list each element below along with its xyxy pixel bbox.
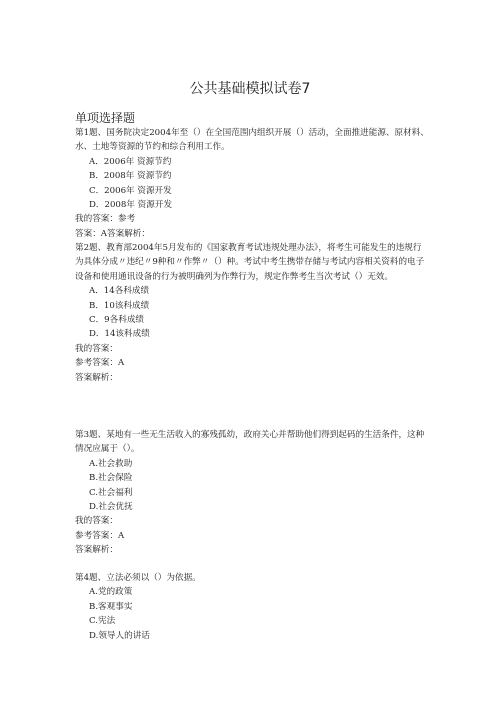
question-2 xyxy=(75,241,430,385)
document-title: 公共基础模拟试卷7 xyxy=(189,81,311,97)
question-4 xyxy=(75,571,430,643)
reference-answer: 参考答案：A xyxy=(75,358,125,369)
option-b: B.客观事实 xyxy=(89,601,133,612)
answer-analysis: 答案解析： xyxy=(75,372,118,383)
my-answer: 我的答案：参考 xyxy=(75,214,136,225)
option-c: C．2006年 资源开发 xyxy=(89,185,172,196)
option-d: D.社会优抚 xyxy=(89,502,133,513)
question-stem: 第3题、某地有一些无生活收入的寡残孤幼，政府关心并帮助他们得到起码的生活条件，这种情况应属于（）。 xyxy=(75,430,425,455)
option-a: A.党的政策 xyxy=(89,587,133,598)
option-b: B．2008年 资源节约 xyxy=(89,171,172,182)
option-b: B．10该科成绩 xyxy=(89,300,150,311)
section-heading: 单项选择题 xyxy=(75,111,136,125)
question-3 xyxy=(75,428,430,558)
option-c: C.社会福利 xyxy=(89,487,133,498)
my-answer: 我的答案： xyxy=(75,516,118,527)
option-d: D．2008年 资源开发 xyxy=(89,200,173,211)
option-d: D.领导人的讲话 xyxy=(89,630,150,641)
option-a: A.社会救助 xyxy=(89,458,133,469)
option-b: B.社会保险 xyxy=(89,473,133,484)
question-1 xyxy=(75,126,430,241)
option-d: D．14该科成绩 xyxy=(89,329,150,340)
option-c: C．9各科成绩 xyxy=(89,315,145,326)
question-stem: 第2题、教育部2004年5月发布的《国家教育考试违规处理办法》，将考生可能发生的违规行为具体分成〃违纪〃9种和〃作弊〃（）种。考试中考生携带存储与考试内容相关资料的电子设备和使用通讯设备的行为被明确列为作弊行为，规定作弊考生当次考试（）无效。 xyxy=(75,243,425,282)
question-stem: 第1题、国务院决定2004年至（）在全国范围内组织开展（）活动，全面推进能源、原材料、水、土地等资源的节约和综合利用工作。 xyxy=(75,128,429,153)
my-answer: 我的答案： xyxy=(75,343,118,354)
reference-answer: 参考答案：A xyxy=(75,530,125,541)
reference-answer: 答案：A答案解析： xyxy=(75,228,150,239)
option-c: C.宪法 xyxy=(89,616,116,627)
option-a: A．14各科成绩 xyxy=(89,286,150,297)
option-a: A．2006年 资源节约 xyxy=(89,156,172,167)
question-stem: 第4题、立法必须以（）为依据。 xyxy=(75,573,201,583)
answer-analysis: 答案解析： xyxy=(75,545,118,556)
